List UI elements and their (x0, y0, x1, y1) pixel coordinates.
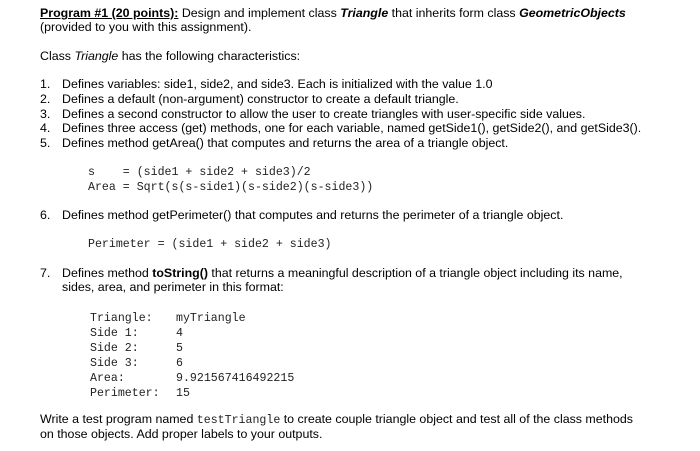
sample-value: 9.921567416492215 (176, 372, 295, 385)
heading-line2: (provided to you with this assignment). (40, 20, 252, 34)
item-text: Defines method getPerimeter() that computes and returns the perimeter of a triangle object. (62, 208, 564, 222)
heading-parent-class: GeometricObjects (519, 6, 626, 20)
list-item-7 (40, 266, 623, 281)
sample-label: Perimeter: (90, 387, 160, 400)
sample-label: Triangle: (90, 312, 153, 325)
characteristics-intro (40, 49, 300, 64)
item-text: Defines a default (non-argument) constructor to create a default triangle. (62, 92, 459, 106)
item-number: 7. (40, 266, 51, 280)
heading-intro: Design and implement class (178, 6, 341, 20)
item-number: 2. (40, 92, 51, 106)
sample-row (90, 356, 294, 371)
item-number: 6. (40, 208, 51, 222)
list-item-7-line2: sides, area, and perimeter in this format: (62, 280, 284, 294)
sample-label: Side 3: (90, 357, 139, 370)
item-text-post: that returns a meaningful description of a triangle object including its name, (207, 266, 623, 280)
item-text: Defines variables: side1, side2, and side3. Each is initialized with the value 1.0 (62, 77, 493, 91)
item-number: 1. (40, 77, 51, 91)
sample-row (90, 326, 294, 341)
closing-line1 (40, 412, 633, 428)
sample-value: 15 (176, 387, 190, 400)
item-text-pre: Defines method (62, 266, 153, 280)
characteristics-class-name: Triangle (74, 49, 119, 63)
list-item-2 (40, 92, 459, 107)
closing-program-name: testTriangle (196, 414, 281, 427)
characteristics-suffix: has the following characteristics: (118, 49, 301, 63)
list-item-1 (40, 77, 492, 92)
item-number: 3. (40, 107, 51, 121)
item-method-name: toString() (152, 266, 208, 280)
list-item-3 (40, 107, 585, 122)
sample-row (90, 371, 294, 386)
item-number: 5. (40, 136, 51, 150)
formula-area: Area = Sqrt(s(s-side1)(s-side2)(s-side3)) (88, 181, 374, 194)
item-text: Defines a second constructor to allow the user to create triangles with user-specific side values. (62, 107, 586, 121)
closing-line2: on those objects. Add proper labels to your outputs. (40, 427, 323, 441)
sample-value: myTriangle (176, 312, 246, 325)
heading-class-name: Triangle (340, 6, 389, 20)
item-text: Defines three access (get) methods, one for each variable, named getSide1(), getSide2(), and getSide3(). (62, 121, 642, 135)
list-item-6 (40, 208, 563, 223)
sample-row (90, 341, 294, 356)
closing-post: to create couple triangle object and test all of the class methods (280, 412, 633, 426)
characteristics-prefix: Class (40, 49, 75, 63)
sample-label: Area: (90, 372, 125, 385)
sample-label: Side 1: (90, 327, 139, 340)
list-item-4 (40, 121, 641, 136)
sample-row (90, 311, 294, 326)
sample-value: 5 (176, 342, 183, 355)
item-text: Defines method getArea() that computes and returns the area of a triangle object. (62, 136, 509, 150)
program-label: Program #1 (20 points): (40, 6, 179, 20)
list-item-5 (40, 136, 508, 151)
sample-output (90, 311, 294, 401)
heading-mid: that inherits form class (388, 6, 520, 20)
formula-s: s = (side1 + side2 + side3)/2 (88, 166, 311, 179)
sample-value: 6 (176, 357, 183, 370)
item-number: 4. (40, 121, 51, 135)
sample-row (90, 386, 294, 401)
closing-pre: Write a test program named (40, 412, 197, 426)
formula-perimeter: Perimeter = (side1 + side2 + side3) (88, 238, 332, 251)
sample-label: Side 2: (90, 342, 139, 355)
program-heading (40, 6, 626, 21)
sample-value: 4 (176, 327, 183, 340)
